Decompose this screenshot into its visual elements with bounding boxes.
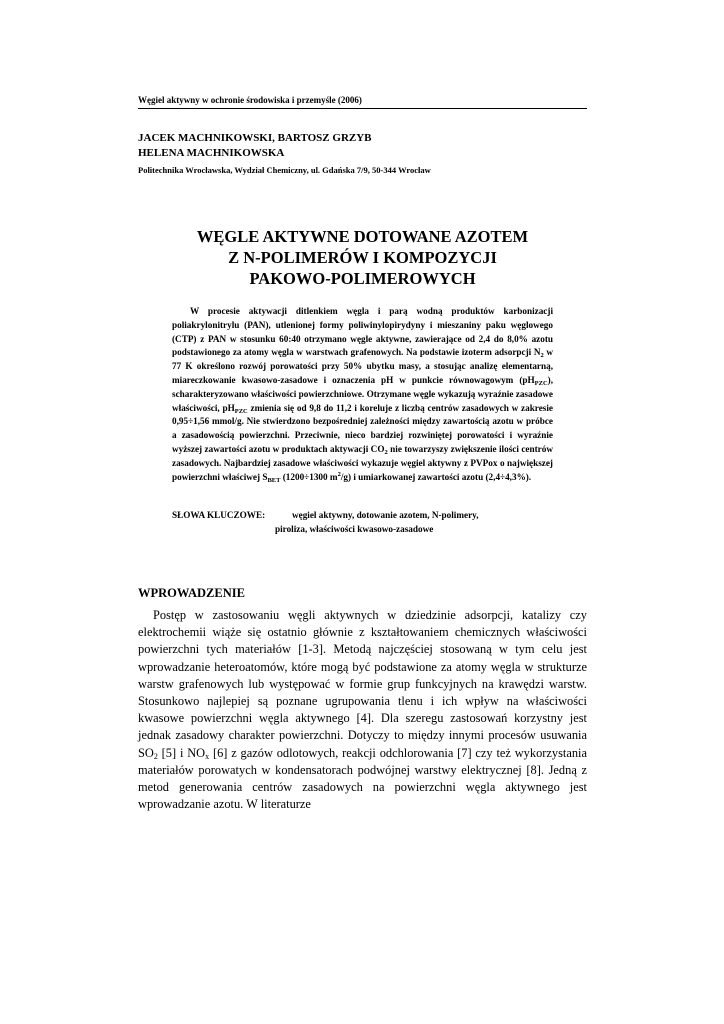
abstract-paragraph — [172, 305, 553, 484]
body-text — [138, 607, 587, 813]
title-line-2: Z N-POLIMERÓW I KOMPOZYCJI — [228, 248, 497, 267]
subscript: 2 — [153, 751, 158, 761]
keywords-label: SŁOWA KLUCZOWE: — [172, 510, 266, 520]
subscript: 2 — [540, 352, 544, 360]
authors-line-2: HELENA MACHNIKOWSKA — [138, 147, 285, 159]
body-paragraph — [138, 607, 587, 813]
section-heading: WPROWADZENIE — [138, 586, 245, 600]
body-text-run: [5] i NO — [157, 745, 206, 760]
abstract-text: nie towarzyszy zwiększenie ilości centrów zasadowych. Najbardziej zasadowe właściwości wykazuje węgiel aktywny z PVPox o największej powierzchni właściwej S — [172, 443, 553, 482]
abstract-text: (1200÷1300 m — [280, 471, 338, 482]
superscript: 2 — [337, 470, 341, 478]
authors-line-1: JACEK MACHNIKOWSKI, BARTOSZ GRZYB — [138, 132, 372, 144]
header-divider — [138, 108, 587, 109]
title-line-1: WĘGLE AKTYWNE DOTOWANE AZOTEM — [196, 227, 529, 246]
subscript: x — [205, 751, 210, 761]
running-header: Węgiel aktywny w ochronie środowiska i przemyśle (2006) — [138, 95, 362, 105]
author-list — [138, 131, 372, 161]
subscript: BET — [267, 476, 281, 484]
abstract-text: w 77 K określono rozwój porowatości przy 50% ubytku masy, a stosując analizę elementarną, miareczkowanie kwasowo-zasadowe i oznaczenia pH w punkcie równowagowym (pH — [172, 347, 553, 385]
abstract-text: zmienia się od 9,8 do 11,2 i koreluje z liczbą centrów zasadowych w zakresie 0,95÷1,56 mmol/g. Nie stwierdzono bezpośredniej zależności między zawartością azotu w próbce a zasadowością powierzchni. Przeciwnie, nieco bardziej rozwiniętej porowatości i wyraźnie wyższej zawartości azotu w produktach aktywacji CO — [172, 402, 554, 454]
abstract — [172, 305, 553, 484]
abstract-text: ), scharakteryzowano właściwości powierzchniowe. Otrzymane węgle wykazują wyraźnie zasadowe właściwości, pH — [172, 374, 553, 413]
abstract-text: W procesie aktywacji ditlenkiem węgla i parą wodną produktów karbonizacji poliakrylonitrylu (PAN), utlenionej formy poliwinylopirydyny i mieszaniny paku węglowego (CTP) z PAN w stosunku 60:40 otrzymano węgle aktywne, zawierające od 2,4 do 8,0% azotu podstawionego za atomy węgla w warstwach grafenowych. Na podstawie izoterm adsorpcji N — [172, 306, 553, 358]
keywords-block — [172, 508, 553, 536]
keywords-line-1 — [172, 508, 553, 522]
paper-title — [138, 226, 587, 289]
abstract-text: /g) i umiarkowanej zawartości azotu (2,4÷4,3%). — [340, 471, 532, 482]
subscript: PZC — [534, 379, 548, 387]
body-text-run: [6] z gazów odlotowych, reakcji odchlorowania [7] czy też wykorzystania materiałów porowatych w kondensatorach podwójnej warstwy elektrycznej [8]. Jedną z metod generowania centrów zasadowych na powierzchni węgla aktywnego jest wprowadzanie azotu. W literaturze — [138, 745, 587, 812]
affiliation: Politechnika Wrocławska, Wydział Chemiczny, ul. Gdańska 7/9, 50-344 Wrocław — [138, 165, 431, 175]
body-text-run: Postęp w zastosowaniu węgli aktywnych w dziedzinie adsorpcji, katalizy czy elektrochemii wiąże się ostatnio głównie z kształtowaniem chemicznych właściwości powierzchni tych materiałów [1-3]. Metodą najczęściej stosowaną w tym celu jest wprowadzanie heteroatomów, które mogą być podstawione za atomy węgla w strukturze warstw grafenowych lub występować w formie grup funkcyjnych na krawędzi warstw. Stosunkowo najlepiej są poznane ugrupowania tlenu i ich wpływ na właściwości kwasowe powierzchni węgla aktywnego [4]. Dla szeregu zastosowań korzystny jest jednak zasadowy charakter powierzchni. Dotyczy to między innymi procesów usuwania SO — [138, 608, 587, 760]
keywords-line-2: piroliza, właściwości kwasowo-zasadowe — [275, 524, 434, 534]
subscript: PZC — [234, 407, 248, 415]
keywords-text: węgiel aktywny, dotowanie azotem, N-polimery, — [292, 510, 479, 520]
title-line-3: PAKOWO-POLIMEROWYCH — [249, 269, 476, 288]
subscript: 2 — [384, 448, 388, 456]
